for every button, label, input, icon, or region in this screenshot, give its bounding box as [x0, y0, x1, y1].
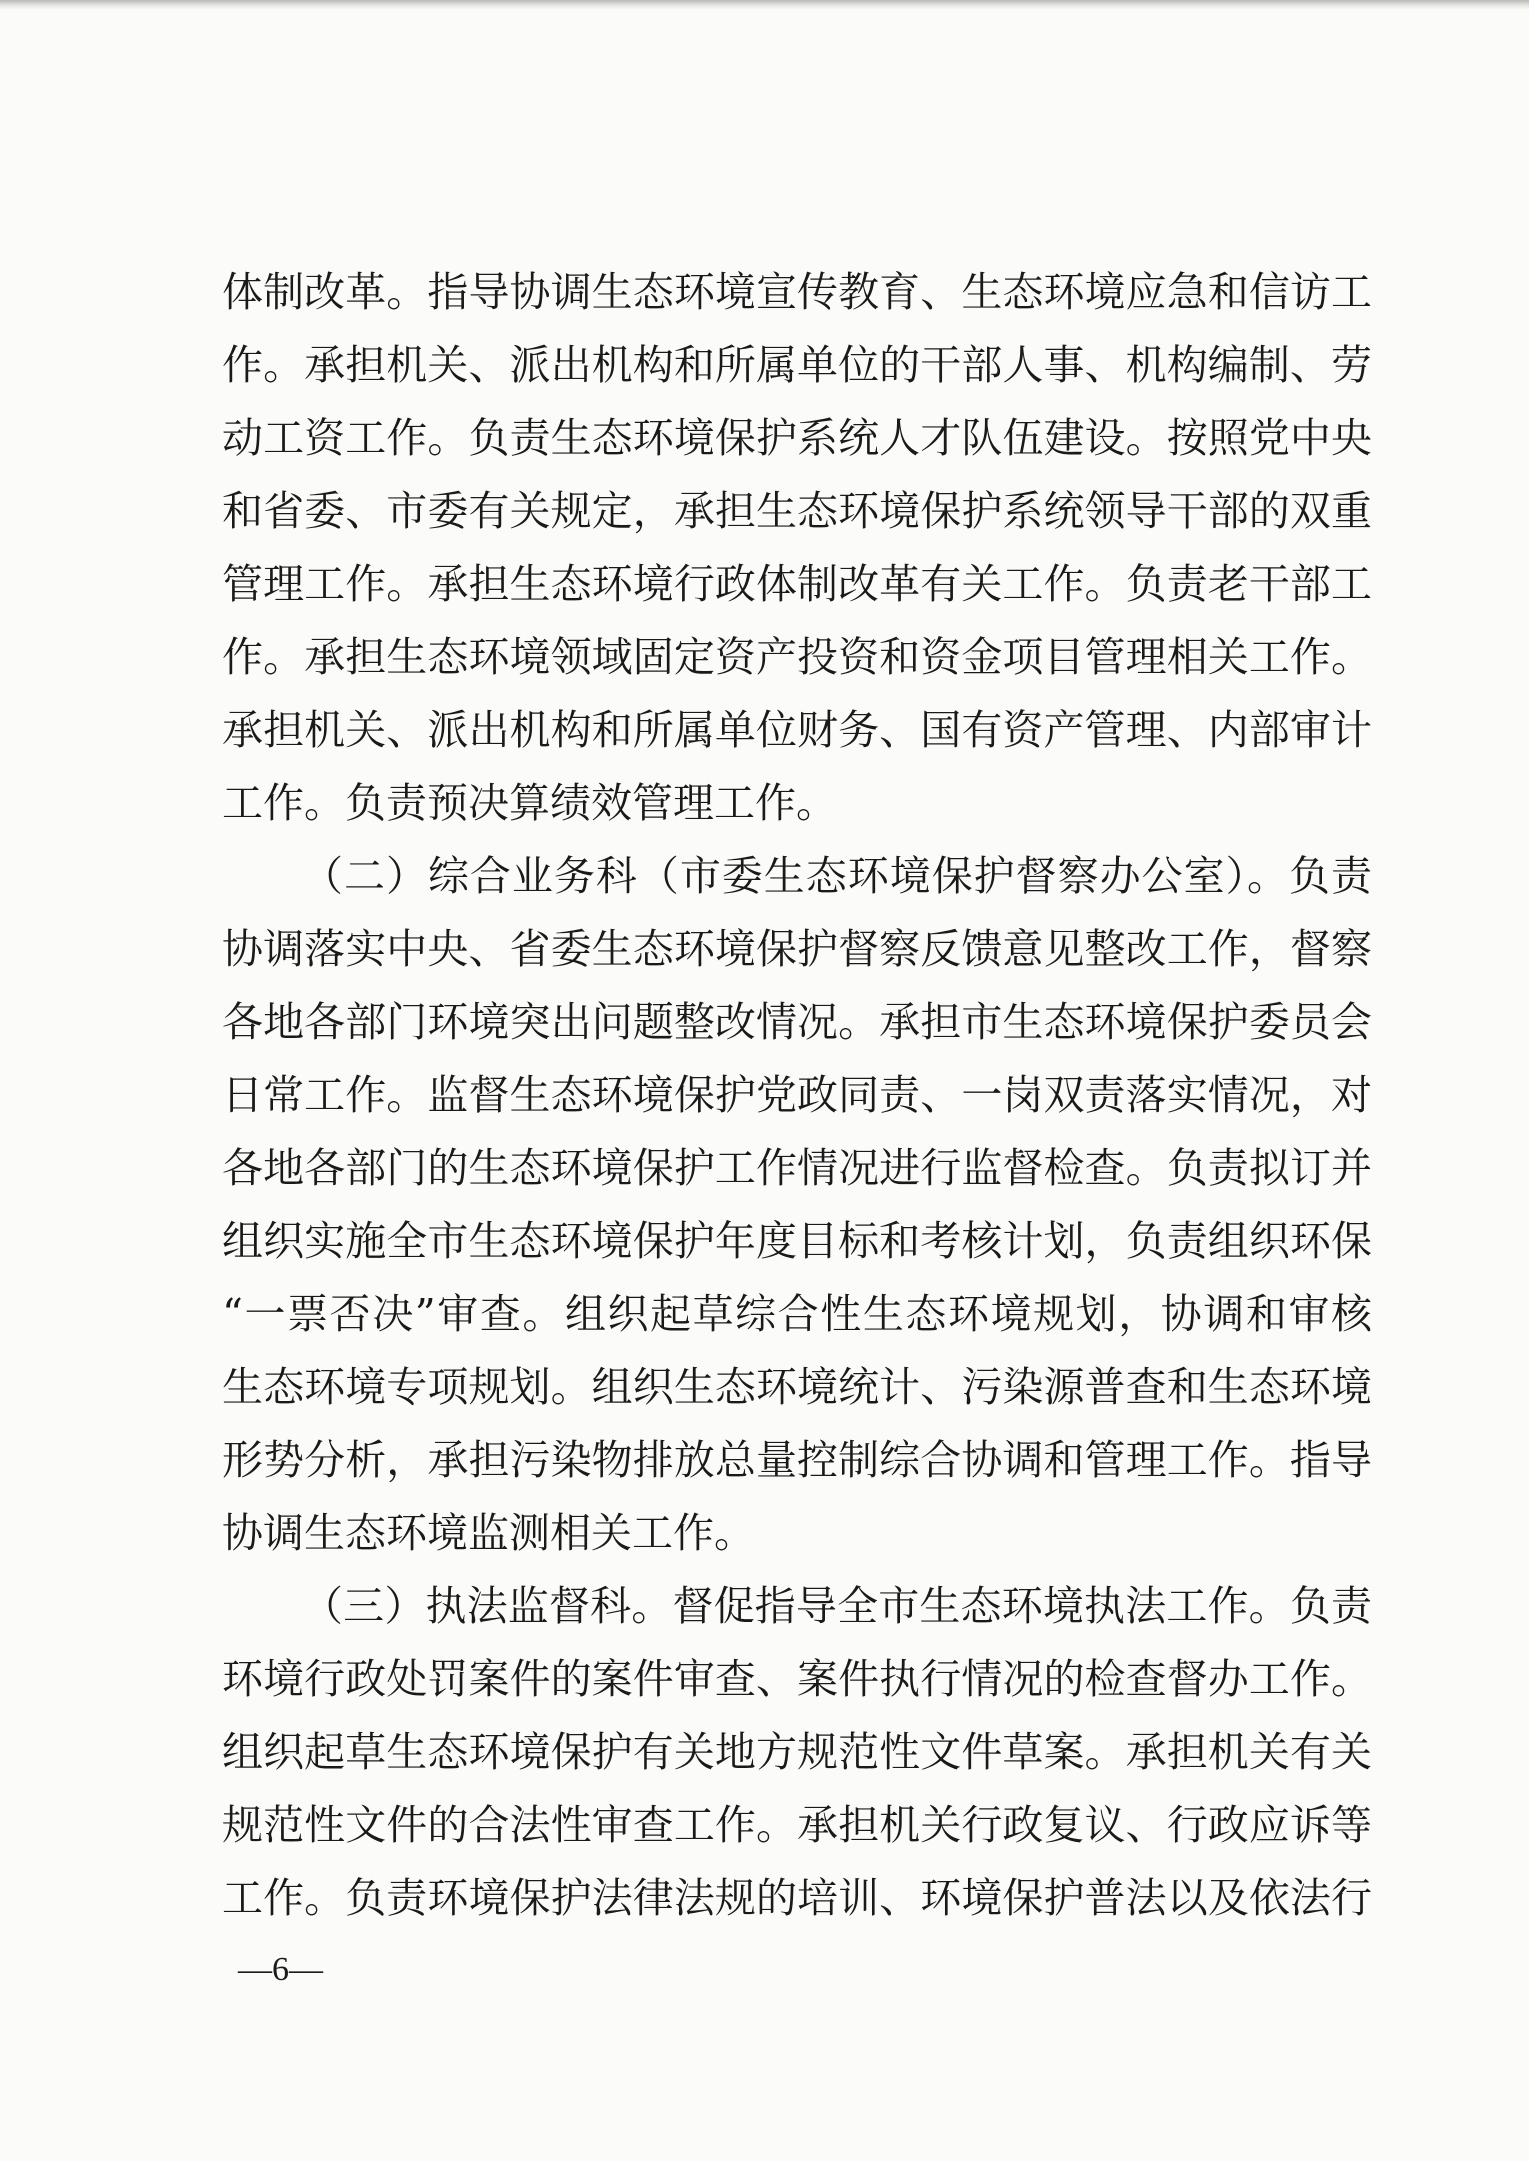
- text-line: 各地各部门环境突出问题整改情况。承担市生态环境保护委员会: [222, 998, 1372, 1046]
- text-line: 日常工作。监督生态环境保护党政同责、一岗双责落实情况，对: [222, 1071, 1372, 1119]
- text-line: 生态环境专项规划。组织生态环境统计、污染源普查和生态环境: [222, 1363, 1372, 1411]
- text-line: 协调落实中央、省委生态环境保护督察反馈意见整改工作，督察: [222, 925, 1372, 973]
- section-heading-line: （三）执法监督科。督促指导全市生态环境执法工作。负责: [302, 1582, 1372, 1630]
- text-line: 组织实施全市生态环境保护年度目标和考核计划，负责组织环保: [222, 1217, 1372, 1265]
- text-line: 作。承担机关、派出机构和所属单位的干部人事、机构编制、劳: [222, 341, 1372, 389]
- text-line: 作。承担生态环境领域固定资产投资和资金项目管理相关工作。: [222, 633, 1372, 681]
- text-line: 规范性文件的合法性审查工作。承担机关行政复议、行政应诉等: [222, 1801, 1372, 1849]
- text-line: 环境行政处罚案件的案件审查、案件执行情况的检查督办工作。: [222, 1655, 1372, 1703]
- text-line: 管理工作。承担生态环境行政体制改革有关工作。负责老干部工: [222, 560, 1372, 608]
- scan-edge: [0, 0, 1529, 10]
- text-line: 协调生态环境监测相关工作。: [222, 1509, 755, 1557]
- section-heading-line: （二）综合业务科（市委生态环境保护督察办公室）。负责: [302, 852, 1372, 900]
- text-line: 形势分析，承担污染物排放总量控制综合协调和管理工作。指导: [222, 1436, 1372, 1484]
- text-line: 承担机关、派出机构和所属单位财务、国有资产管理、内部审计: [222, 706, 1372, 754]
- text-line: 动工资工作。负责生态环境保护系统人才队伍建设。按照党中央: [222, 414, 1372, 462]
- text-line: 各地各部门的生态环境保护工作情况进行监督检查。负责拟订并: [222, 1144, 1372, 1192]
- page-number: —6—: [238, 1951, 323, 1988]
- text-line: 工作。负责预决算绩效管理工作。: [222, 779, 837, 827]
- text-line: 工作。负责环境保护法律法规的培训、环境保护普法以及依法行: [222, 1874, 1372, 1922]
- text-line: 和省委、市委有关规定，承担生态环境保护系统领导干部的双重: [222, 487, 1372, 535]
- text-line: 体制改革。指导协调生态环境宣传教育、生态环境应急和信访工: [222, 268, 1372, 316]
- text-line: “一票否决”审查。组织起草综合性生态环境规划，协调和审核: [222, 1290, 1372, 1338]
- text-line: 组织起草生态环境保护有关地方规范性文件草案。承担机关有关: [222, 1728, 1372, 1776]
